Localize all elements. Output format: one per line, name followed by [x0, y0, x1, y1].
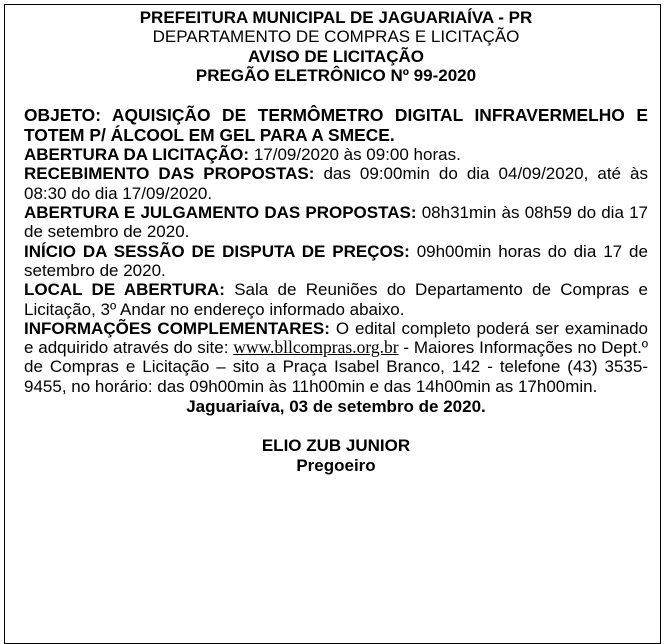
objeto-text: AQUISIÇÃO DE TERMÔMETRO DIGITAL INFRAVERMELHO E TOTEM P/ ÁLCOOL EM GEL PARA A SMECE. [24, 105, 649, 146]
signatory-name: ELIO ZUB JUNIOR [261, 436, 411, 456]
julgamento-section [24, 203, 648, 242]
notice-header [24, 8, 648, 85]
recebimento-section [24, 164, 648, 203]
disputa-section [24, 242, 648, 281]
recebimento-text: das 09:00min do dia 04/09/2020, até às 08:30 do dia 17/09/2020. [24, 164, 649, 203]
department-name: DEPARTAMENTO DE COMPRAS E LICITAÇÃO [152, 27, 520, 47]
abertura-label: ABERTURA DA LICITAÇÃO: [24, 145, 250, 165]
abertura-section [24, 145, 648, 164]
info-text-after: - Maiores Informações no Dept.º de Compras e Licitação – sito a Praça Isabel Branco, 142 - telefone (43) 3535-9455, no horário: das 09h00min às 11h00min e das 14h00min as 17h00min. [24, 338, 648, 396]
municipality-title: PREFEITURA MUNICIPAL DE JAGUARIAÍVA - PR [139, 8, 533, 27]
process-number: PREGÃO ELETRÔNICO Nº 99-2020 [195, 65, 477, 85]
bll-site-link[interactable]: www.bllcompras.org.br [233, 337, 399, 358]
notice-type: AVISO DE LICITAÇÃO [248, 46, 424, 66]
local-label: LOCAL DE ABERTURA: [24, 280, 225, 300]
licitacao-notice [4, 4, 661, 644]
signatory-role: Pregoeiro [296, 455, 376, 475]
objeto-label: OBJETO: [24, 105, 101, 126]
disputa-label: INÍCIO DA SESSÃO DE DISPUTA DE PREÇOS: [24, 241, 410, 261]
info-label: INFORMAÇÕES COMPLEMENTARES: [24, 318, 330, 338]
recebimento-label: RECEBIMENTO DAS PROPOSTAS: [24, 164, 315, 184]
info-text-before: O edital completo poderá ser examinado e adquirido através do site: [24, 318, 648, 358]
objeto-section [24, 105, 648, 145]
info-section [24, 319, 648, 396]
disputa-text: 09h00min horas do dia 17 de setembro de 2020. [24, 241, 648, 280]
abertura-text: 17/09/2020 às 09:00 horas. [253, 145, 461, 165]
julgamento-label: ABERTURA E JULGAMENTO DAS PROPOSTAS: [24, 203, 417, 223]
local-text: Sala de Reuniões do Departamento de Compras e Licitação, 3º Andar no endereço informado abaixo. [24, 280, 648, 319]
local-section [24, 280, 648, 319]
signature-block [24, 436, 648, 475]
julgamento-text: 08h31min às 08h59 do dia 17 de setembro de 2020. [24, 203, 648, 242]
date-place: Jaguariaíva, 03 de setembro de 2020. [186, 397, 486, 417]
spacer [24, 85, 648, 105]
